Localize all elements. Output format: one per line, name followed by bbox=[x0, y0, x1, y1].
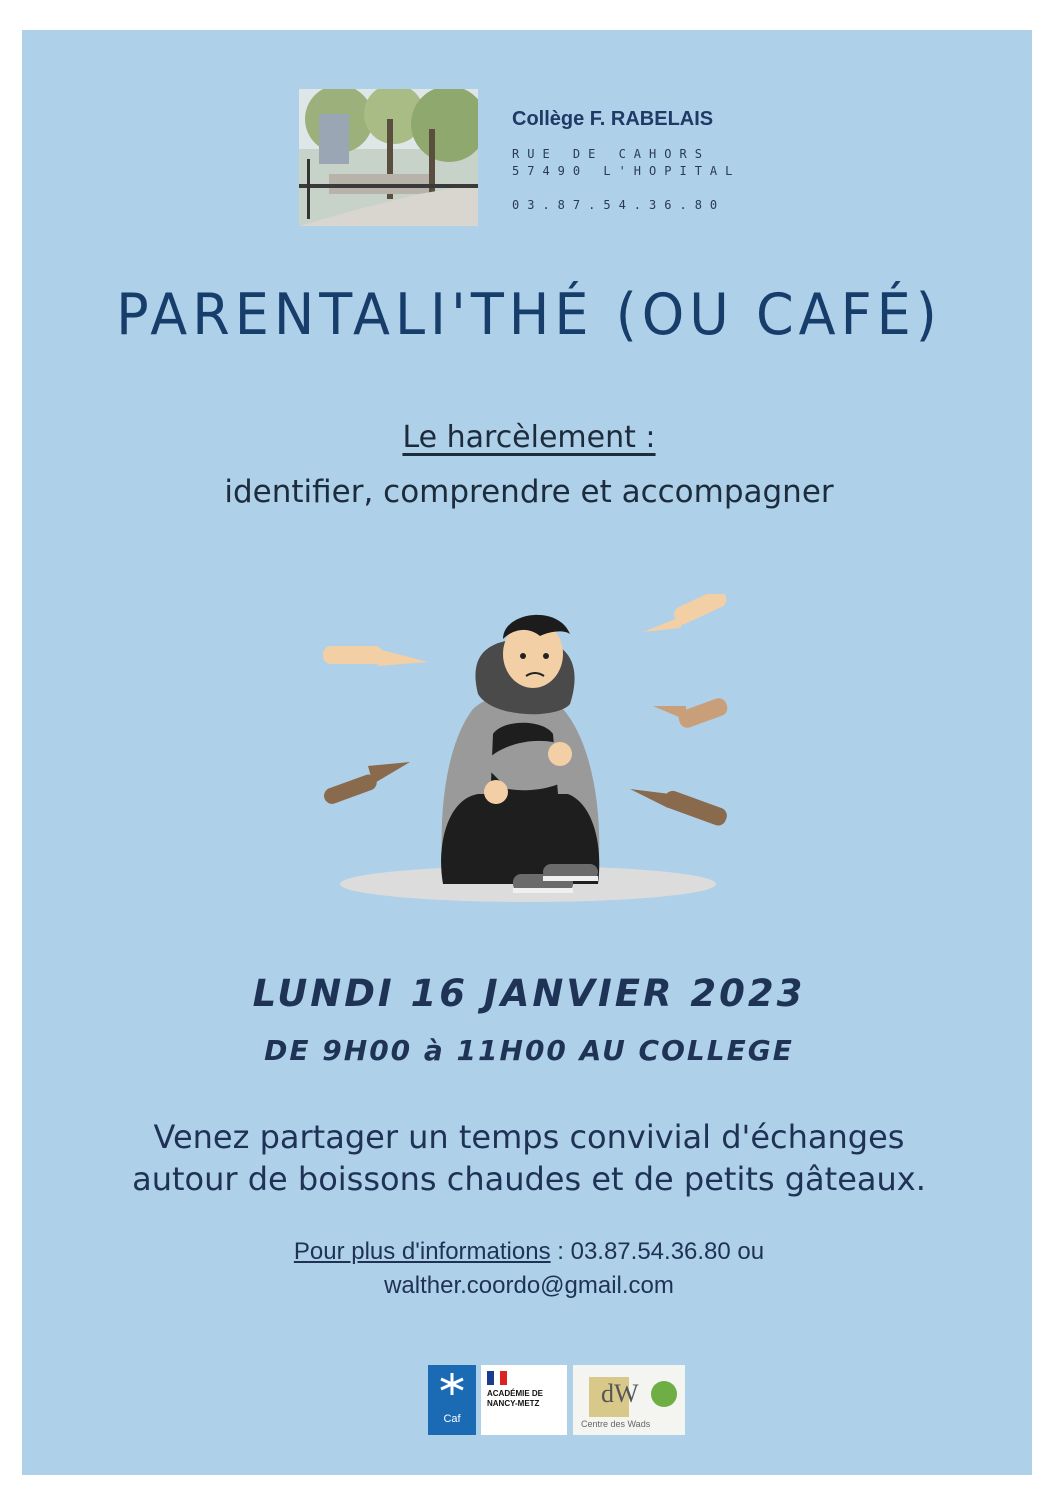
topic-text: Le harcèlement : bbox=[402, 420, 656, 455]
school-name: Collège F. RABELAIS bbox=[512, 108, 714, 130]
contact-email[interactable]: walther.coordo@gmail.com bbox=[384, 1272, 674, 1299]
centre-initials: dW bbox=[601, 1379, 639, 1408]
school-phone: 03.87.54.36.80 bbox=[512, 198, 726, 212]
topic-tagline: identifier, comprendre et accompagner bbox=[224, 474, 834, 510]
contact-phone: : 03.87.54.36.80 ou bbox=[550, 1238, 765, 1265]
pointing-hand-icon bbox=[643, 594, 729, 632]
bullying-illustration bbox=[318, 594, 738, 914]
flag-icon bbox=[487, 1371, 507, 1385]
academie-label: ACADÉMIE DE NANCY-METZ bbox=[487, 1389, 544, 1408]
description-line1: Venez partager un temps convivial d'échanges bbox=[153, 1118, 905, 1156]
academie-logo bbox=[481, 1365, 567, 1435]
centre-logo bbox=[573, 1365, 685, 1435]
caf-label: Caf bbox=[443, 1413, 461, 1425]
event-time-place: DE 9H00 à 11H00 AU COLLEGE bbox=[264, 1034, 794, 1067]
contact-label: Pour plus d'informations bbox=[293, 1238, 551, 1265]
event-date: LUNDI 16 JANVIER 2023 bbox=[252, 972, 806, 1015]
pointing-hand-icon bbox=[323, 646, 428, 666]
green-ball-icon bbox=[651, 1381, 677, 1407]
centre-caption: Centre des Wads bbox=[581, 1419, 651, 1429]
page-title: PARENTALI'THÉ (OU CAFÉ) bbox=[116, 281, 942, 348]
caf-logo bbox=[428, 1365, 476, 1435]
school-photo bbox=[299, 89, 478, 226]
address-street: RUE DE CAHORS bbox=[512, 147, 710, 161]
pointing-hand-icon bbox=[322, 762, 410, 806]
topic-heading bbox=[0, 420, 1058, 455]
description-line2: autour de boissons chaudes et de petits gâteaux. bbox=[132, 1160, 926, 1198]
address-city: 57490 L'HOPITAL bbox=[512, 164, 741, 178]
contact-line bbox=[0, 1238, 1058, 1266]
pointing-hand-icon bbox=[653, 696, 730, 730]
pointing-hand-icon bbox=[630, 789, 729, 828]
